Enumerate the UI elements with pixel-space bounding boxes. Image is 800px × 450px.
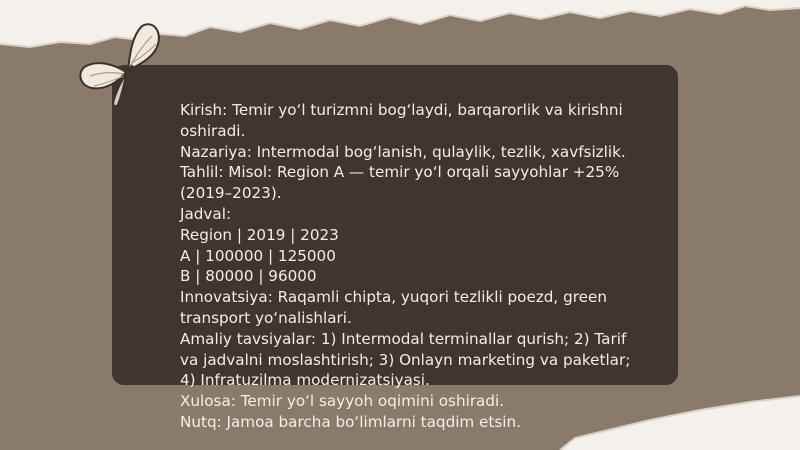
table-row: A | 100000 | 125000: [180, 246, 336, 265]
table-heading: Jadval:: [180, 204, 232, 223]
table-row: B | 80000 | 96000: [180, 267, 317, 286]
analysis-line: Tahlil: Misol: Region A — temir yo‘l orqali sayyohlar +25% (2019–2023).: [180, 163, 620, 203]
speech-line: Nutq: Jamoa barcha bo‘limlarni taqdim etsin.: [180, 412, 521, 431]
recommendations-line: Amaliy tavsiyalar: 1) Intermodal terminallar qurish; 2) Tarif va jadvalni moslashtirish; 3) Onlayn marketing va paketlar; 4) Infratuzilma modernizatsiyasi.: [180, 329, 631, 390]
conclusion-line: Xulosa: Temir yo‘l sayyoh oqimini oshiradi.: [180, 392, 505, 411]
slide-body: [180, 100, 640, 433]
innovation-line: Innovatsiya: Raqamli chipta, yuqori tezlikli poezd, green transport yo‘nalishlari.: [180, 288, 607, 327]
theory-line: Nazariya: Intermodal bog‘lanish, qulaylik, tezlik, xavfsizlik.: [180, 142, 626, 161]
intro-line: Kirish: Temir yo‘l turizmni bog‘laydi, barqarorlik va kirishni oshiradi.: [180, 101, 623, 140]
table-header-row: Region | 2019 | 2023: [180, 225, 339, 244]
butterfly-icon: [70, 18, 170, 113]
